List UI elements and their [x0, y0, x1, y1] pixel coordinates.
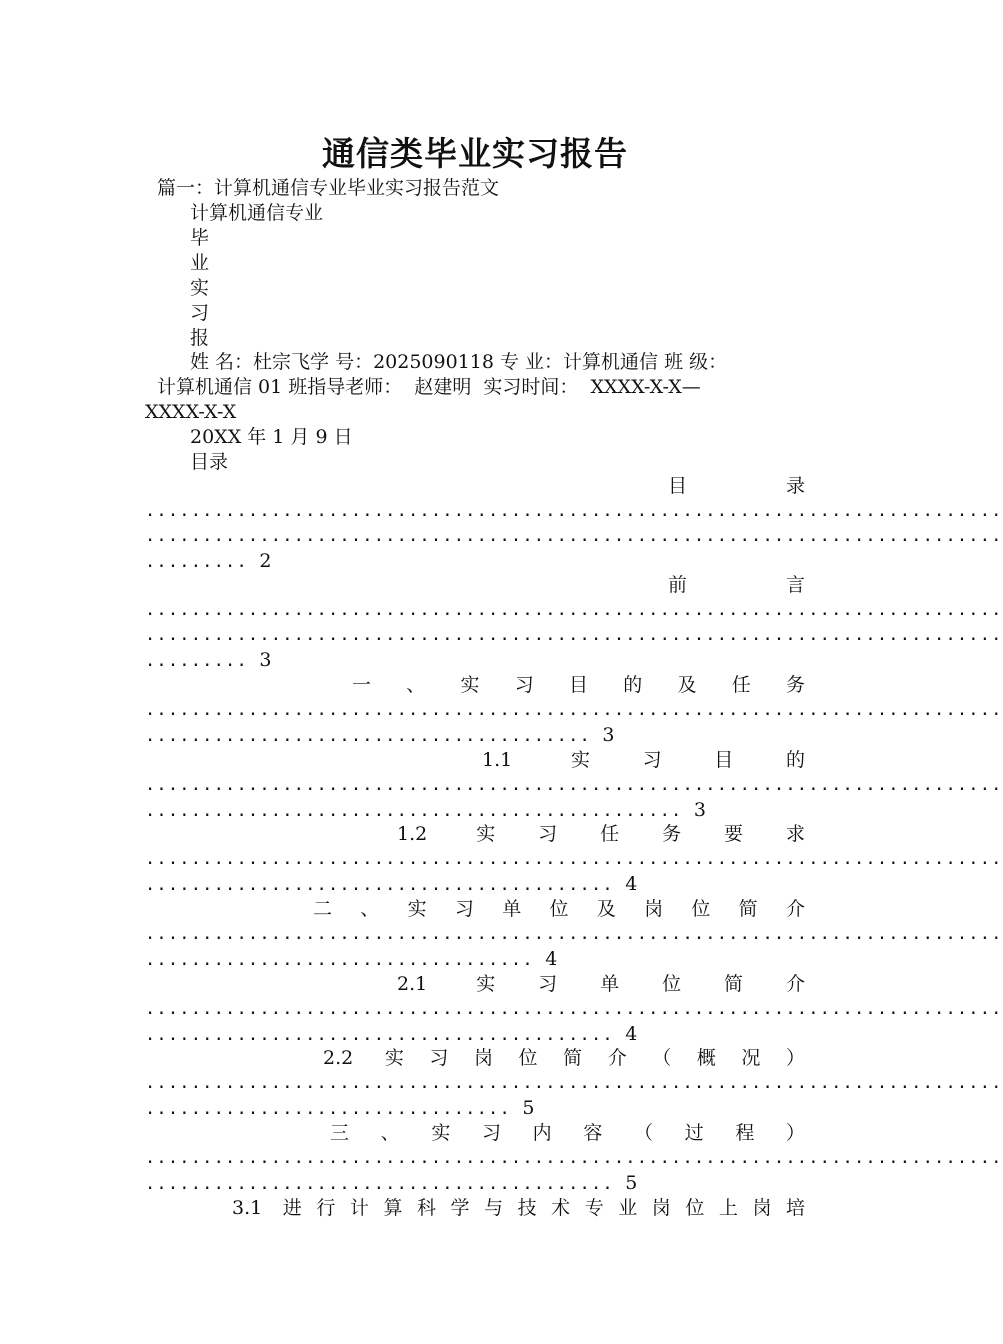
toc-leader-dots: ...........................................................................	[145, 999, 1003, 1019]
vertical-char: 毕	[190, 227, 210, 249]
toc-entry-title: 前言	[668, 574, 805, 596]
major-heading: 计算机通信专业	[190, 202, 324, 224]
toc-leader-dots: ...........................................................................	[145, 625, 1003, 645]
toc-entry-page-row	[145, 947, 557, 972]
toc-leader-dots: ...........................................................................	[145, 501, 1003, 521]
toc-entry-page: 4	[625, 873, 638, 895]
toc-entry-title: 3.1 进行计算科学与技术专业岗位上岗培	[232, 1197, 805, 1219]
report-date: 20XX 年 1 月 9 日	[190, 426, 353, 448]
toc-label: 目录	[190, 451, 229, 473]
toc-leader-dots: ...........................................................................	[145, 849, 1003, 869]
vertical-char: 业	[190, 252, 210, 274]
toc-leader-dots: ..................................	[145, 950, 546, 970]
toc-entry-page-row	[145, 648, 271, 673]
toc-entry-title: 1.1 实习目的	[482, 749, 805, 771]
document-title: 通信类毕业实习报告	[322, 134, 628, 173]
toc-leader-dots: ...........................................................................	[145, 924, 1003, 944]
toc-entry-page: 4	[625, 1023, 638, 1045]
toc-entry-page: 4	[545, 948, 558, 970]
toc-leader-dots: .........	[145, 552, 260, 572]
toc-entry-title: 2.1 实习单位简介	[397, 973, 805, 995]
chapter-heading: 篇一：计算机通信专业毕业实习报告范文	[157, 177, 500, 199]
toc-entry-title: 三、实习内容（过程）	[330, 1122, 805, 1144]
toc-entry-page-row	[145, 723, 615, 748]
toc-entry-page-row	[145, 549, 271, 574]
toc-entry-page: 3	[259, 649, 272, 671]
toc-entry-title: 目录	[668, 475, 805, 497]
toc-leader-dots: .......................................	[145, 726, 603, 746]
toc-entry-page: 3	[602, 724, 615, 746]
student-info-line-3: XXXX-X-X	[145, 401, 237, 423]
toc-leader-dots: .........................................	[145, 1025, 626, 1045]
toc-leader-dots: .........................................	[145, 875, 626, 895]
toc-leader-dots: .........	[145, 651, 260, 671]
toc-entry-page-row	[145, 872, 637, 897]
toc-leader-dots: ...............................................	[145, 801, 694, 821]
toc-leader-dots: .........................................	[145, 1174, 626, 1194]
toc-leader-dots: ...........................................................................	[145, 775, 1003, 795]
toc-leader-dots: ...........................................................................	[145, 700, 1003, 720]
toc-leader-dots: ...........................................................................	[145, 1148, 1003, 1168]
toc-entry-page-row	[145, 1171, 637, 1196]
toc-entry-title: 二、实习单位及岗位简介	[313, 898, 805, 920]
vertical-char: 报	[190, 327, 210, 349]
toc-entry-page-row	[145, 1022, 637, 1047]
toc-entry-title: 1.2 实习任务要求	[397, 823, 805, 845]
toc-entry-title: 一、实习目的及任务	[352, 674, 805, 696]
toc-entry-page: 5	[522, 1097, 535, 1119]
toc-entry-page: 5	[625, 1172, 638, 1194]
student-info-line-1: 姓 名：杜宗飞学 号：2025090118 专 业：计算机通信 班 级：	[190, 351, 728, 373]
toc-leader-dots: ...........................................................................	[145, 1073, 1003, 1093]
toc-leader-dots: ...........................................................................	[145, 600, 1003, 620]
vertical-char: 习	[190, 302, 210, 324]
toc-entry-page: 3	[693, 799, 706, 821]
student-info-line-2: 计算机通信 01 班指导老师： 赵建明 实习时间： XXXX-X-X—	[157, 376, 701, 398]
toc-entry-page-row	[145, 1096, 534, 1121]
toc-entry-title: 2.2 实习岗位简介（概况）	[323, 1047, 805, 1069]
toc-entry-page-row	[145, 798, 706, 823]
toc-entry-page: 2	[259, 550, 272, 572]
toc-leader-dots: ...........................................................................	[145, 526, 1003, 546]
toc-leader-dots: ................................	[145, 1099, 523, 1119]
vertical-char: 实	[190, 277, 210, 299]
